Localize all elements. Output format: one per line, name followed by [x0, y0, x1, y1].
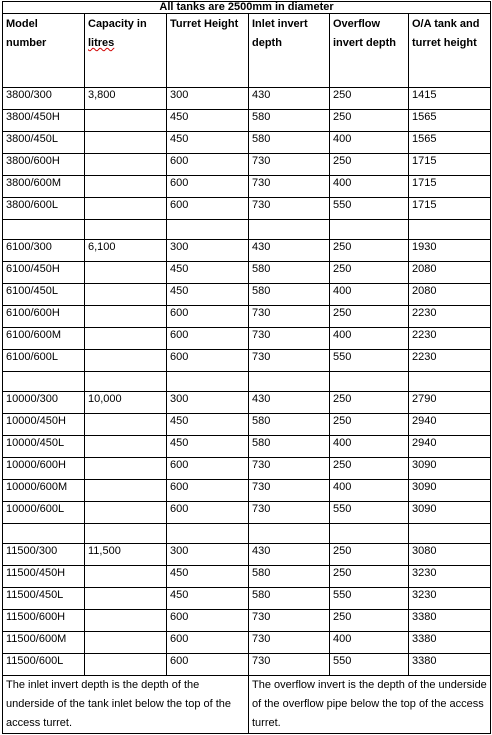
cell-turret-height: 450	[167, 110, 249, 132]
cell-overflow-depth: 550	[330, 198, 409, 220]
table-row	[3, 132, 491, 154]
cell-capacity	[85, 198, 167, 220]
cell-overflow-depth: 400	[330, 632, 409, 654]
cell-oa-height: 1565	[409, 132, 491, 154]
cell-inlet-depth: 580	[249, 132, 330, 154]
cell-capacity: 6,100	[85, 240, 167, 262]
cell-overflow-depth: 250	[330, 88, 409, 110]
table-row	[3, 588, 491, 610]
cell-overflow-depth: 250	[330, 262, 409, 284]
cell-overflow-depth: 250	[330, 414, 409, 436]
empty-cell	[330, 372, 409, 392]
cell-oa-height: 3090	[409, 480, 491, 502]
spacer-row	[3, 524, 491, 544]
cell-oa-height: 1715	[409, 198, 491, 220]
cell-oa-height: 2230	[409, 306, 491, 328]
cell-capacity: 3,800	[85, 88, 167, 110]
cell-oa-height: 2940	[409, 414, 491, 436]
cell-capacity	[85, 414, 167, 436]
header-inlet-invert-depth: Inlet invert depth	[249, 14, 330, 88]
cell-overflow-depth: 250	[330, 154, 409, 176]
cell-inlet-depth: 580	[249, 566, 330, 588]
cell-model: 11500/600H	[3, 610, 85, 632]
empty-cell	[167, 372, 249, 392]
cell-capacity	[85, 632, 167, 654]
cell-overflow-depth: 400	[330, 480, 409, 502]
cell-overflow-depth: 250	[330, 610, 409, 632]
cell-oa-height: 1415	[409, 88, 491, 110]
cell-model: 6100/450H	[3, 262, 85, 284]
cell-model: 3800/450H	[3, 110, 85, 132]
cell-oa-height: 2080	[409, 262, 491, 284]
table-row	[3, 350, 491, 372]
cell-inlet-depth: 580	[249, 414, 330, 436]
table-row	[3, 414, 491, 436]
cell-inlet-depth: 730	[249, 632, 330, 654]
cell-capacity	[85, 176, 167, 198]
cell-model: 10000/450H	[3, 414, 85, 436]
cell-inlet-depth: 430	[249, 240, 330, 262]
cell-oa-height: 1930	[409, 240, 491, 262]
cell-oa-height: 3380	[409, 654, 491, 676]
cell-capacity: 11,500	[85, 544, 167, 566]
cell-turret-height: 600	[167, 328, 249, 350]
cell-oa-height: 3080	[409, 544, 491, 566]
cell-turret-height: 300	[167, 544, 249, 566]
cell-turret-height: 600	[167, 654, 249, 676]
cell-overflow-depth: 250	[330, 544, 409, 566]
table-body	[3, 2, 491, 734]
cell-turret-height: 300	[167, 240, 249, 262]
table-row	[3, 198, 491, 220]
cell-model: 10000/600H	[3, 458, 85, 480]
cell-inlet-depth: 430	[249, 392, 330, 414]
cell-oa-height: 2790	[409, 392, 491, 414]
cell-turret-height: 600	[167, 502, 249, 524]
cell-oa-height: 1565	[409, 110, 491, 132]
cell-overflow-depth: 250	[330, 566, 409, 588]
cell-model: 11500/600L	[3, 654, 85, 676]
tank-spec-table	[2, 1, 491, 734]
cell-oa-height: 3090	[409, 502, 491, 524]
table-row	[3, 632, 491, 654]
header-row	[3, 14, 491, 88]
cell-inlet-depth: 730	[249, 480, 330, 502]
cell-model: 6100/450L	[3, 284, 85, 306]
cell-overflow-depth: 400	[330, 328, 409, 350]
empty-cell	[249, 524, 330, 544]
header-capacity-text: Capacity in litres	[88, 18, 147, 49]
cell-turret-height: 450	[167, 132, 249, 154]
cell-turret-height: 450	[167, 262, 249, 284]
cell-oa-height: 2080	[409, 284, 491, 306]
cell-inlet-depth: 430	[249, 88, 330, 110]
cell-oa-height: 3380	[409, 632, 491, 654]
empty-cell	[85, 220, 167, 240]
cell-capacity	[85, 502, 167, 524]
empty-cell	[249, 220, 330, 240]
cell-overflow-depth: 250	[330, 110, 409, 132]
header-capacity	[85, 14, 167, 88]
empty-cell	[3, 524, 85, 544]
header-oa-height: O/A tank and turret height	[409, 14, 491, 88]
cell-capacity	[85, 480, 167, 502]
cell-inlet-depth: 580	[249, 262, 330, 284]
cell-inlet-depth: 580	[249, 436, 330, 458]
cell-oa-height: 3230	[409, 588, 491, 610]
footnote-overflow: The overflow invert is the depth of the underside of the overflow pipe below the top of the access turret.	[249, 676, 491, 734]
cell-inlet-depth: 730	[249, 154, 330, 176]
cell-turret-height: 450	[167, 436, 249, 458]
empty-cell	[85, 372, 167, 392]
empty-cell	[167, 524, 249, 544]
table-row	[3, 88, 491, 110]
cell-model: 3800/600M	[3, 176, 85, 198]
cell-inlet-depth: 730	[249, 176, 330, 198]
cell-model: 10000/300	[3, 392, 85, 414]
cell-overflow-depth: 400	[330, 284, 409, 306]
empty-cell	[330, 524, 409, 544]
footnote-inlet: The inlet invert depth is the depth of the underside of the tank inlet below the top of the access turret.	[3, 676, 249, 734]
cell-inlet-depth: 580	[249, 588, 330, 610]
empty-cell	[167, 220, 249, 240]
cell-oa-height: 2230	[409, 328, 491, 350]
spacer-row	[3, 220, 491, 240]
cell-inlet-depth: 730	[249, 198, 330, 220]
table-row	[3, 262, 491, 284]
cell-overflow-depth: 250	[330, 392, 409, 414]
cell-turret-height: 600	[167, 154, 249, 176]
cell-model: 10000/600M	[3, 480, 85, 502]
cell-model: 10000/450L	[3, 436, 85, 458]
cell-inlet-depth: 580	[249, 110, 330, 132]
table-row	[3, 436, 491, 458]
cell-overflow-depth: 250	[330, 458, 409, 480]
cell-capacity	[85, 350, 167, 372]
cell-capacity	[85, 654, 167, 676]
cell-inlet-depth: 430	[249, 544, 330, 566]
cell-turret-height: 600	[167, 350, 249, 372]
cell-model: 11500/450H	[3, 566, 85, 588]
cell-oa-height: 2940	[409, 436, 491, 458]
cell-model: 3800/300	[3, 88, 85, 110]
header-turret-height: Turret Height	[167, 14, 249, 88]
table-row	[3, 110, 491, 132]
cell-turret-height: 600	[167, 176, 249, 198]
cell-capacity	[85, 458, 167, 480]
table-row	[3, 176, 491, 198]
empty-cell	[249, 372, 330, 392]
empty-cell	[330, 220, 409, 240]
cell-model: 11500/300	[3, 544, 85, 566]
cell-capacity	[85, 588, 167, 610]
cell-model: 6100/300	[3, 240, 85, 262]
cell-capacity	[85, 132, 167, 154]
spellcheck-underline: litres	[88, 37, 115, 49]
cell-overflow-depth: 250	[330, 306, 409, 328]
cell-model: 6100/600H	[3, 306, 85, 328]
empty-cell	[409, 220, 491, 240]
cell-capacity	[85, 284, 167, 306]
cell-turret-height: 450	[167, 414, 249, 436]
cell-model: 11500/450L	[3, 588, 85, 610]
spacer-row	[3, 372, 491, 392]
cell-overflow-depth: 400	[330, 436, 409, 458]
table-row	[3, 544, 491, 566]
cell-turret-height: 600	[167, 306, 249, 328]
title-row	[3, 2, 491, 14]
cell-oa-height: 3090	[409, 458, 491, 480]
table-row	[3, 328, 491, 350]
cell-inlet-depth: 730	[249, 610, 330, 632]
cell-overflow-depth: 250	[330, 240, 409, 262]
cell-capacity	[85, 328, 167, 350]
cell-oa-height: 3380	[409, 610, 491, 632]
cell-capacity	[85, 610, 167, 632]
cell-model: 11500/600M	[3, 632, 85, 654]
cell-turret-height: 600	[167, 632, 249, 654]
cell-turret-height: 600	[167, 198, 249, 220]
cell-overflow-depth: 550	[330, 654, 409, 676]
cell-capacity	[85, 306, 167, 328]
table-row	[3, 654, 491, 676]
cell-turret-height: 450	[167, 588, 249, 610]
cell-model: 3800/450L	[3, 132, 85, 154]
cell-inlet-depth: 730	[249, 654, 330, 676]
cell-capacity	[85, 110, 167, 132]
cell-oa-height: 1715	[409, 154, 491, 176]
table-row	[3, 154, 491, 176]
cell-inlet-depth: 730	[249, 350, 330, 372]
cell-inlet-depth: 730	[249, 328, 330, 350]
cell-overflow-depth: 550	[330, 350, 409, 372]
empty-cell	[409, 372, 491, 392]
empty-cell	[3, 372, 85, 392]
table-row	[3, 284, 491, 306]
table-row	[3, 566, 491, 588]
table-row	[3, 502, 491, 524]
empty-cell	[85, 524, 167, 544]
cell-overflow-depth: 550	[330, 502, 409, 524]
cell-capacity	[85, 154, 167, 176]
cell-model: 3800/600L	[3, 198, 85, 220]
cell-turret-height: 300	[167, 88, 249, 110]
empty-cell	[3, 220, 85, 240]
cell-capacity	[85, 436, 167, 458]
cell-oa-height: 3230	[409, 566, 491, 588]
header-overflow-invert-depth: Overflow invert depth	[330, 14, 409, 88]
cell-turret-height: 600	[167, 480, 249, 502]
cell-oa-height: 1715	[409, 176, 491, 198]
table-row	[3, 306, 491, 328]
cell-inlet-depth: 730	[249, 502, 330, 524]
table-row	[3, 392, 491, 414]
cell-model: 3800/600H	[3, 154, 85, 176]
cell-capacity	[85, 262, 167, 284]
footnote-row	[3, 676, 491, 734]
empty-cell	[409, 524, 491, 544]
cell-overflow-depth: 400	[330, 176, 409, 198]
cell-oa-height: 2230	[409, 350, 491, 372]
cell-turret-height: 600	[167, 610, 249, 632]
cell-overflow-depth: 550	[330, 588, 409, 610]
cell-inlet-depth: 580	[249, 284, 330, 306]
cell-turret-height: 450	[167, 284, 249, 306]
cell-model: 10000/600L	[3, 502, 85, 524]
header-model-number: Model number	[3, 14, 85, 88]
table-row	[3, 240, 491, 262]
cell-turret-height: 450	[167, 566, 249, 588]
table-row	[3, 480, 491, 502]
cell-inlet-depth: 730	[249, 458, 330, 480]
cell-inlet-depth: 730	[249, 306, 330, 328]
cell-model: 6100/600M	[3, 328, 85, 350]
table-title: All tanks are 2500mm in diameter	[3, 2, 491, 14]
table-row	[3, 610, 491, 632]
cell-capacity: 10,000	[85, 392, 167, 414]
cell-turret-height: 600	[167, 458, 249, 480]
cell-overflow-depth: 400	[330, 132, 409, 154]
cell-model: 6100/600L	[3, 350, 85, 372]
cell-turret-height: 300	[167, 392, 249, 414]
table-row	[3, 458, 491, 480]
cell-capacity	[85, 566, 167, 588]
